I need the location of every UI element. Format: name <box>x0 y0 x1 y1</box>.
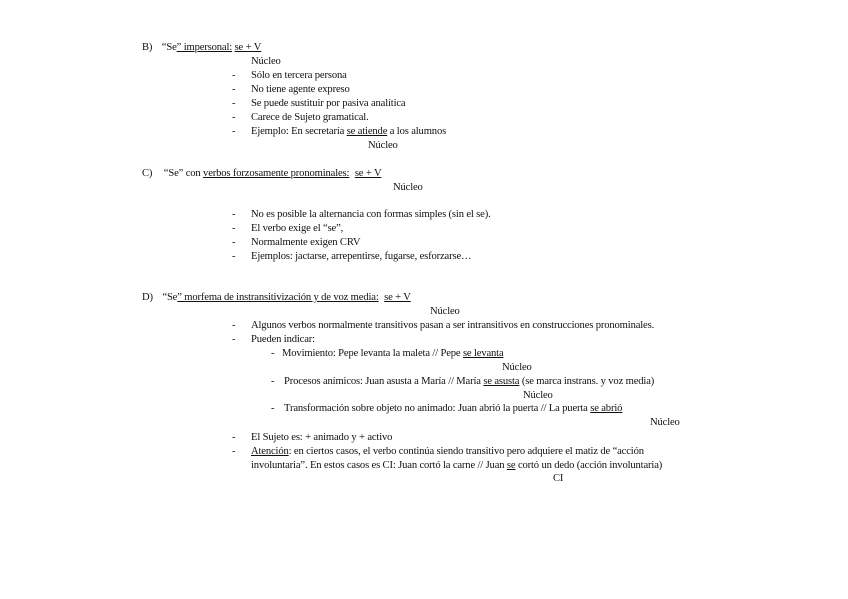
example-verb: se abrió <box>590 403 623 414</box>
section-letter: B) <box>142 42 153 53</box>
sub-item: - Procesos anímicos: Juan asusta a María // María se asusta (se marca instrans. y voz media) <box>271 376 655 387</box>
section-b-heading <box>142 42 261 54</box>
list-item: - Sólo en tercera persona <box>232 70 347 81</box>
list-item: - No es posible la alternancia con formas simples (sin el se). <box>232 209 491 220</box>
formula: se + V <box>354 168 382 179</box>
example-verb: se atiende <box>346 126 388 137</box>
list-item-example: - Ejemplo: En secretaría se atiende a los alumnos <box>232 126 447 137</box>
section-letter: D) <box>142 292 153 303</box>
formula: se + V <box>384 292 411 303</box>
formula-note: Núcleo <box>251 56 281 67</box>
example-note: Núcleo <box>650 417 680 428</box>
list-item: - Carece de Sujeto gramatical. <box>232 112 369 123</box>
sub-item: - Transformación sobre objeto no animado: Juan abrió la puerta // La puerta se abrió <box>271 403 623 414</box>
list-item: - Ejemplos: jactarse, arrepentirse, fugarse, esforzarse… <box>232 251 472 262</box>
formula-note: Núcleo <box>430 306 460 317</box>
list-item-continuation: involuntaria”. En estos casos es CI: Juan cortó la carne // Juan se cortó un dedo (acción involuntaria) <box>251 460 663 471</box>
list-item: - Normalmente exigen CRV <box>232 237 361 248</box>
example-note: CI <box>553 473 564 484</box>
attention-label: Atención <box>251 446 289 457</box>
formula: se + V <box>234 42 262 53</box>
example-se: se <box>506 460 516 471</box>
example-verb: se asusta <box>483 376 520 387</box>
list-item: - El verbo exige el “se”, <box>232 223 344 234</box>
list-item-attention: - Atención: en ciertos casos, el verbo continúa siendo transitivo pero adquiere el matiz de “acción <box>232 446 644 457</box>
list-item: - Algunos verbos normalmente transitivos pasan a ser intransitivos en construcciones pronominales. <box>232 320 655 331</box>
formula-note: Núcleo <box>393 182 423 193</box>
list-item: - El Sujeto es: + animado y + activo <box>232 432 393 443</box>
section-title: ” impersonal: <box>176 42 233 53</box>
example-note: Núcleo <box>523 390 553 401</box>
example-note: Núcleo <box>368 140 398 151</box>
quote-open: “Se <box>161 42 177 53</box>
sub-item: - Movimiento: Pepe levanta la maleta // Pepe se levanta <box>271 348 504 359</box>
section-letter: C) <box>142 168 153 179</box>
section-title: ” morfema de instransitivización y de voz media: <box>177 292 379 303</box>
list-item: - Pueden indicar: <box>232 334 315 345</box>
example-note: Núcleo <box>502 362 532 373</box>
list-item: - Se puede sustituir por pasiva analítica <box>232 98 406 109</box>
section-c-heading: C) “Se” con verbos forzosamente pronominales: se + V <box>142 168 382 179</box>
section-d-heading: D) “Se” morfema de instransitivización y de voz media: se + V <box>142 292 411 303</box>
list-item: - No tiene agente expreso <box>232 84 350 95</box>
example-verb: se levanta <box>462 348 504 359</box>
section-title: verbos forzosamente pronominales: <box>203 168 350 179</box>
